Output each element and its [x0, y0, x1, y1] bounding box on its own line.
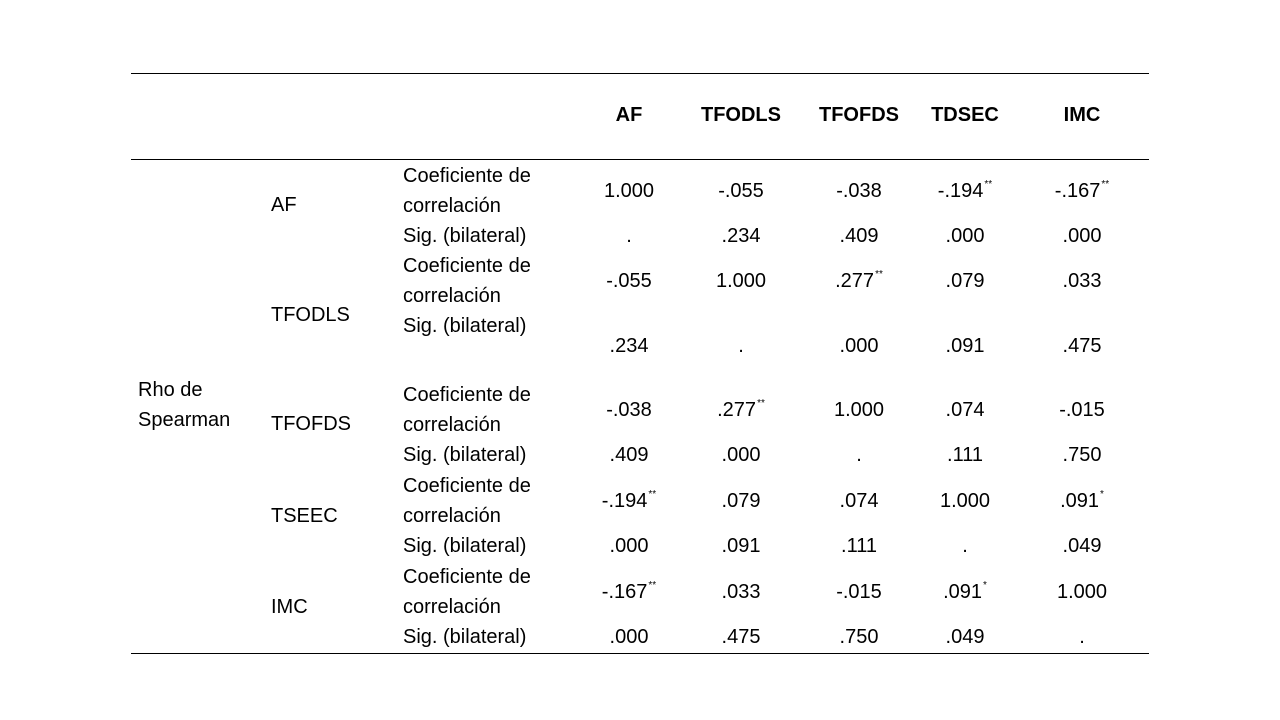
- coef-value: -.015: [1059, 399, 1105, 421]
- coef-value: -.194: [601, 490, 648, 512]
- group-label-line2: Spearman: [138, 409, 231, 431]
- coef-value-cell: [804, 395, 914, 425]
- coef-label-line1: Coeficiente de: [403, 566, 531, 588]
- coef-value-cell: [804, 266, 914, 296]
- header-tfofds: TFOFDS: [819, 104, 899, 126]
- row-variable-name: TFOFDS: [271, 413, 351, 435]
- coef-value: .033: [721, 581, 761, 603]
- sig-label: Sig. (bilateral): [403, 444, 527, 466]
- significance-marker: *: [1100, 489, 1104, 500]
- coef-label-line2: correlación: [403, 596, 501, 618]
- coef-value: 1.000: [603, 180, 655, 202]
- coef-value-cell: [910, 266, 1020, 296]
- sig-label: Sig. (bilateral): [403, 225, 527, 247]
- sig-value: .: [1079, 626, 1085, 648]
- row-variable-name: TFODLS: [271, 304, 350, 326]
- sig-value: .000: [609, 626, 649, 648]
- coef-value-cell: [686, 577, 796, 607]
- sig-value: .475: [721, 626, 761, 648]
- coef-value-cell: [574, 176, 684, 206]
- coef-value: -.167: [601, 581, 648, 603]
- sig-value: .: [626, 225, 632, 247]
- coef-value: .091: [943, 581, 983, 603]
- sig-value: .000: [839, 335, 879, 357]
- coef-value: -.038: [606, 399, 652, 421]
- coef-value-cell: [910, 486, 1020, 516]
- sig-value: .: [738, 335, 744, 357]
- sig-label: Sig. (bilateral): [403, 535, 527, 557]
- coef-value-cell: [1027, 395, 1137, 425]
- significance-marker: **: [648, 489, 657, 500]
- coef-value-cell: [1027, 577, 1137, 607]
- coef-value: .033: [1062, 270, 1102, 292]
- sig-label: Sig. (bilateral): [403, 315, 527, 337]
- coef-value-cell: [910, 176, 1020, 206]
- sig-value: .000: [609, 535, 649, 557]
- coef-value-cell: [574, 577, 684, 607]
- coef-value: .074: [945, 399, 985, 421]
- sig-value: .000: [1062, 225, 1102, 247]
- sig-value: .234: [609, 335, 649, 357]
- coef-value: .277: [835, 270, 875, 292]
- top-rule: [131, 73, 1149, 74]
- coef-value: 1.000: [1056, 581, 1108, 603]
- bottom-rule: [131, 653, 1149, 654]
- sig-value: .750: [839, 626, 879, 648]
- coef-value: .079: [721, 490, 761, 512]
- coef-value: 1.000: [715, 270, 767, 292]
- coef-value-cell: [574, 266, 684, 296]
- sig-value: .409: [839, 225, 879, 247]
- row-variable-name: IMC: [271, 596, 308, 618]
- coef-value-cell: [1027, 176, 1137, 206]
- sig-value: .049: [1062, 535, 1102, 557]
- sig-value: .091: [945, 335, 985, 357]
- coef-label-line2: correlación: [403, 285, 501, 307]
- header-rule: [131, 159, 1149, 160]
- coef-value-cell: [804, 486, 914, 516]
- coef-label-line1: Coeficiente de: [403, 384, 531, 406]
- group-label-line1: Rho de: [138, 379, 203, 401]
- sig-value: .000: [721, 444, 761, 466]
- coef-value: -.038: [836, 180, 882, 202]
- significance-marker: *: [983, 580, 987, 591]
- coef-value: -.167: [1054, 180, 1101, 202]
- coef-value: -.194: [937, 180, 984, 202]
- coef-value: .091: [1060, 490, 1100, 512]
- row-variable-name: AF: [271, 194, 297, 216]
- coef-label-line2: correlación: [403, 505, 501, 527]
- coef-value-cell: [910, 395, 1020, 425]
- sig-value: .111: [947, 444, 983, 466]
- sig-value: .000: [945, 225, 985, 247]
- header-tfodls: TFODLS: [701, 104, 781, 126]
- coef-value: 1.000: [939, 490, 991, 512]
- coef-value: 1.000: [833, 399, 885, 421]
- coef-label-line1: Coeficiente de: [403, 255, 531, 277]
- coef-value-cell: [686, 486, 796, 516]
- coef-label-line1: Coeficiente de: [403, 165, 531, 187]
- sig-value: .234: [721, 225, 761, 247]
- coef-label-line2: correlación: [403, 414, 501, 436]
- coef-label-line2: correlación: [403, 195, 501, 217]
- row-variable-name: TSEEC: [271, 505, 338, 527]
- coef-value-cell: [1027, 486, 1137, 516]
- coef-value-cell: [686, 395, 796, 425]
- header-tdsec: TDSEC: [931, 104, 999, 126]
- sig-value: .: [856, 444, 862, 466]
- coef-label-line1: Coeficiente de: [403, 475, 531, 497]
- coef-value-cell: [574, 486, 684, 516]
- coef-value-cell: [574, 395, 684, 425]
- significance-marker: **: [757, 398, 765, 409]
- coef-value: .079: [945, 270, 985, 292]
- sig-value: .409: [609, 444, 649, 466]
- coef-value: -.015: [836, 581, 882, 603]
- coef-value: .074: [839, 490, 879, 512]
- sig-value: .: [962, 535, 968, 557]
- coef-value-cell: [1027, 266, 1137, 296]
- correlation-table: [131, 73, 1149, 654]
- header-af: AF: [615, 104, 643, 126]
- sig-value: .091: [721, 535, 761, 557]
- sig-value: .049: [945, 626, 985, 648]
- coef-value-cell: [804, 577, 914, 607]
- coef-value: .277: [717, 399, 757, 421]
- coef-value-cell: [686, 266, 796, 296]
- significance-marker: **: [648, 580, 657, 591]
- sig-value: .111: [841, 535, 877, 557]
- coef-value-cell: [804, 176, 914, 206]
- header-imc: IMC: [1063, 104, 1101, 126]
- coef-value: -.055: [718, 180, 764, 202]
- sig-value: .475: [1062, 335, 1102, 357]
- coef-value-cell: [686, 176, 796, 206]
- sig-value: .750: [1062, 444, 1102, 466]
- significance-marker: **: [875, 269, 883, 280]
- significance-marker: **: [1101, 179, 1110, 190]
- coef-value: -.055: [606, 270, 652, 292]
- significance-marker: **: [984, 179, 993, 190]
- coef-value-cell: [910, 577, 1020, 607]
- sig-label: Sig. (bilateral): [403, 626, 527, 648]
